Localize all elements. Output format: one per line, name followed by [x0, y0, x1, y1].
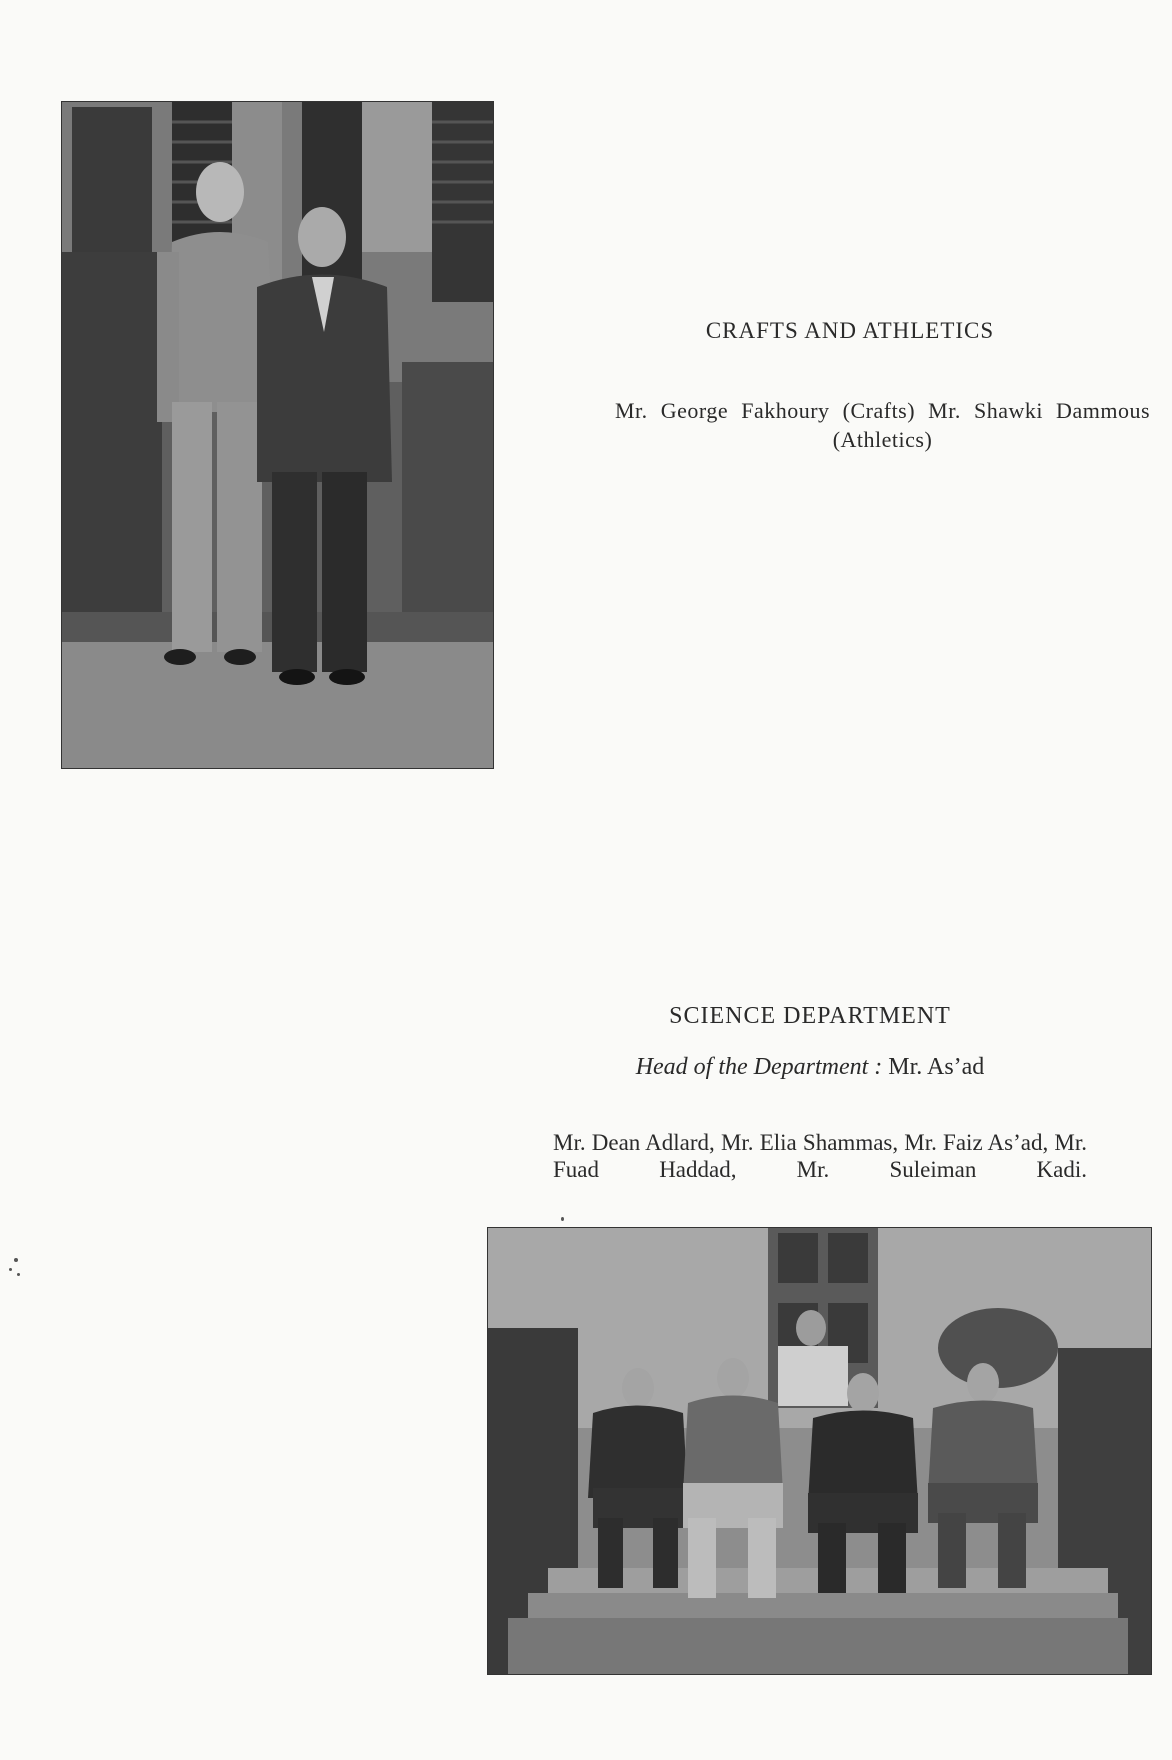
crafts-athletics-staff: Mr. George Fakhoury (Crafts) Mr. Shawki Dammous (Athletics)	[615, 398, 1150, 452]
scan-speck	[9, 1268, 12, 1271]
scan-speck	[561, 1217, 564, 1221]
scan-speck	[17, 1273, 20, 1276]
department-head-line	[560, 1054, 1060, 1081]
scan-speck	[14, 1258, 18, 1262]
crafts-athletics-heading: CRAFTS AND ATHLETICS	[705, 318, 995, 343]
department-head-name: Mr. As’ad	[888, 1054, 985, 1080]
science-department-heading: SCIENCE DEPARTMENT	[669, 1003, 951, 1029]
crafts-athletics-photo	[61, 101, 494, 769]
science-department-photo	[487, 1227, 1152, 1675]
department-head-label: Head of the Department :	[635, 1054, 883, 1080]
science-department-staff: Mr. Dean Adlard, Mr. Elia Shammas, Mr. Faiz As’ad, Mr. Fuad Haddad, Mr. Suleiman Kadi.	[553, 1130, 1087, 1182]
